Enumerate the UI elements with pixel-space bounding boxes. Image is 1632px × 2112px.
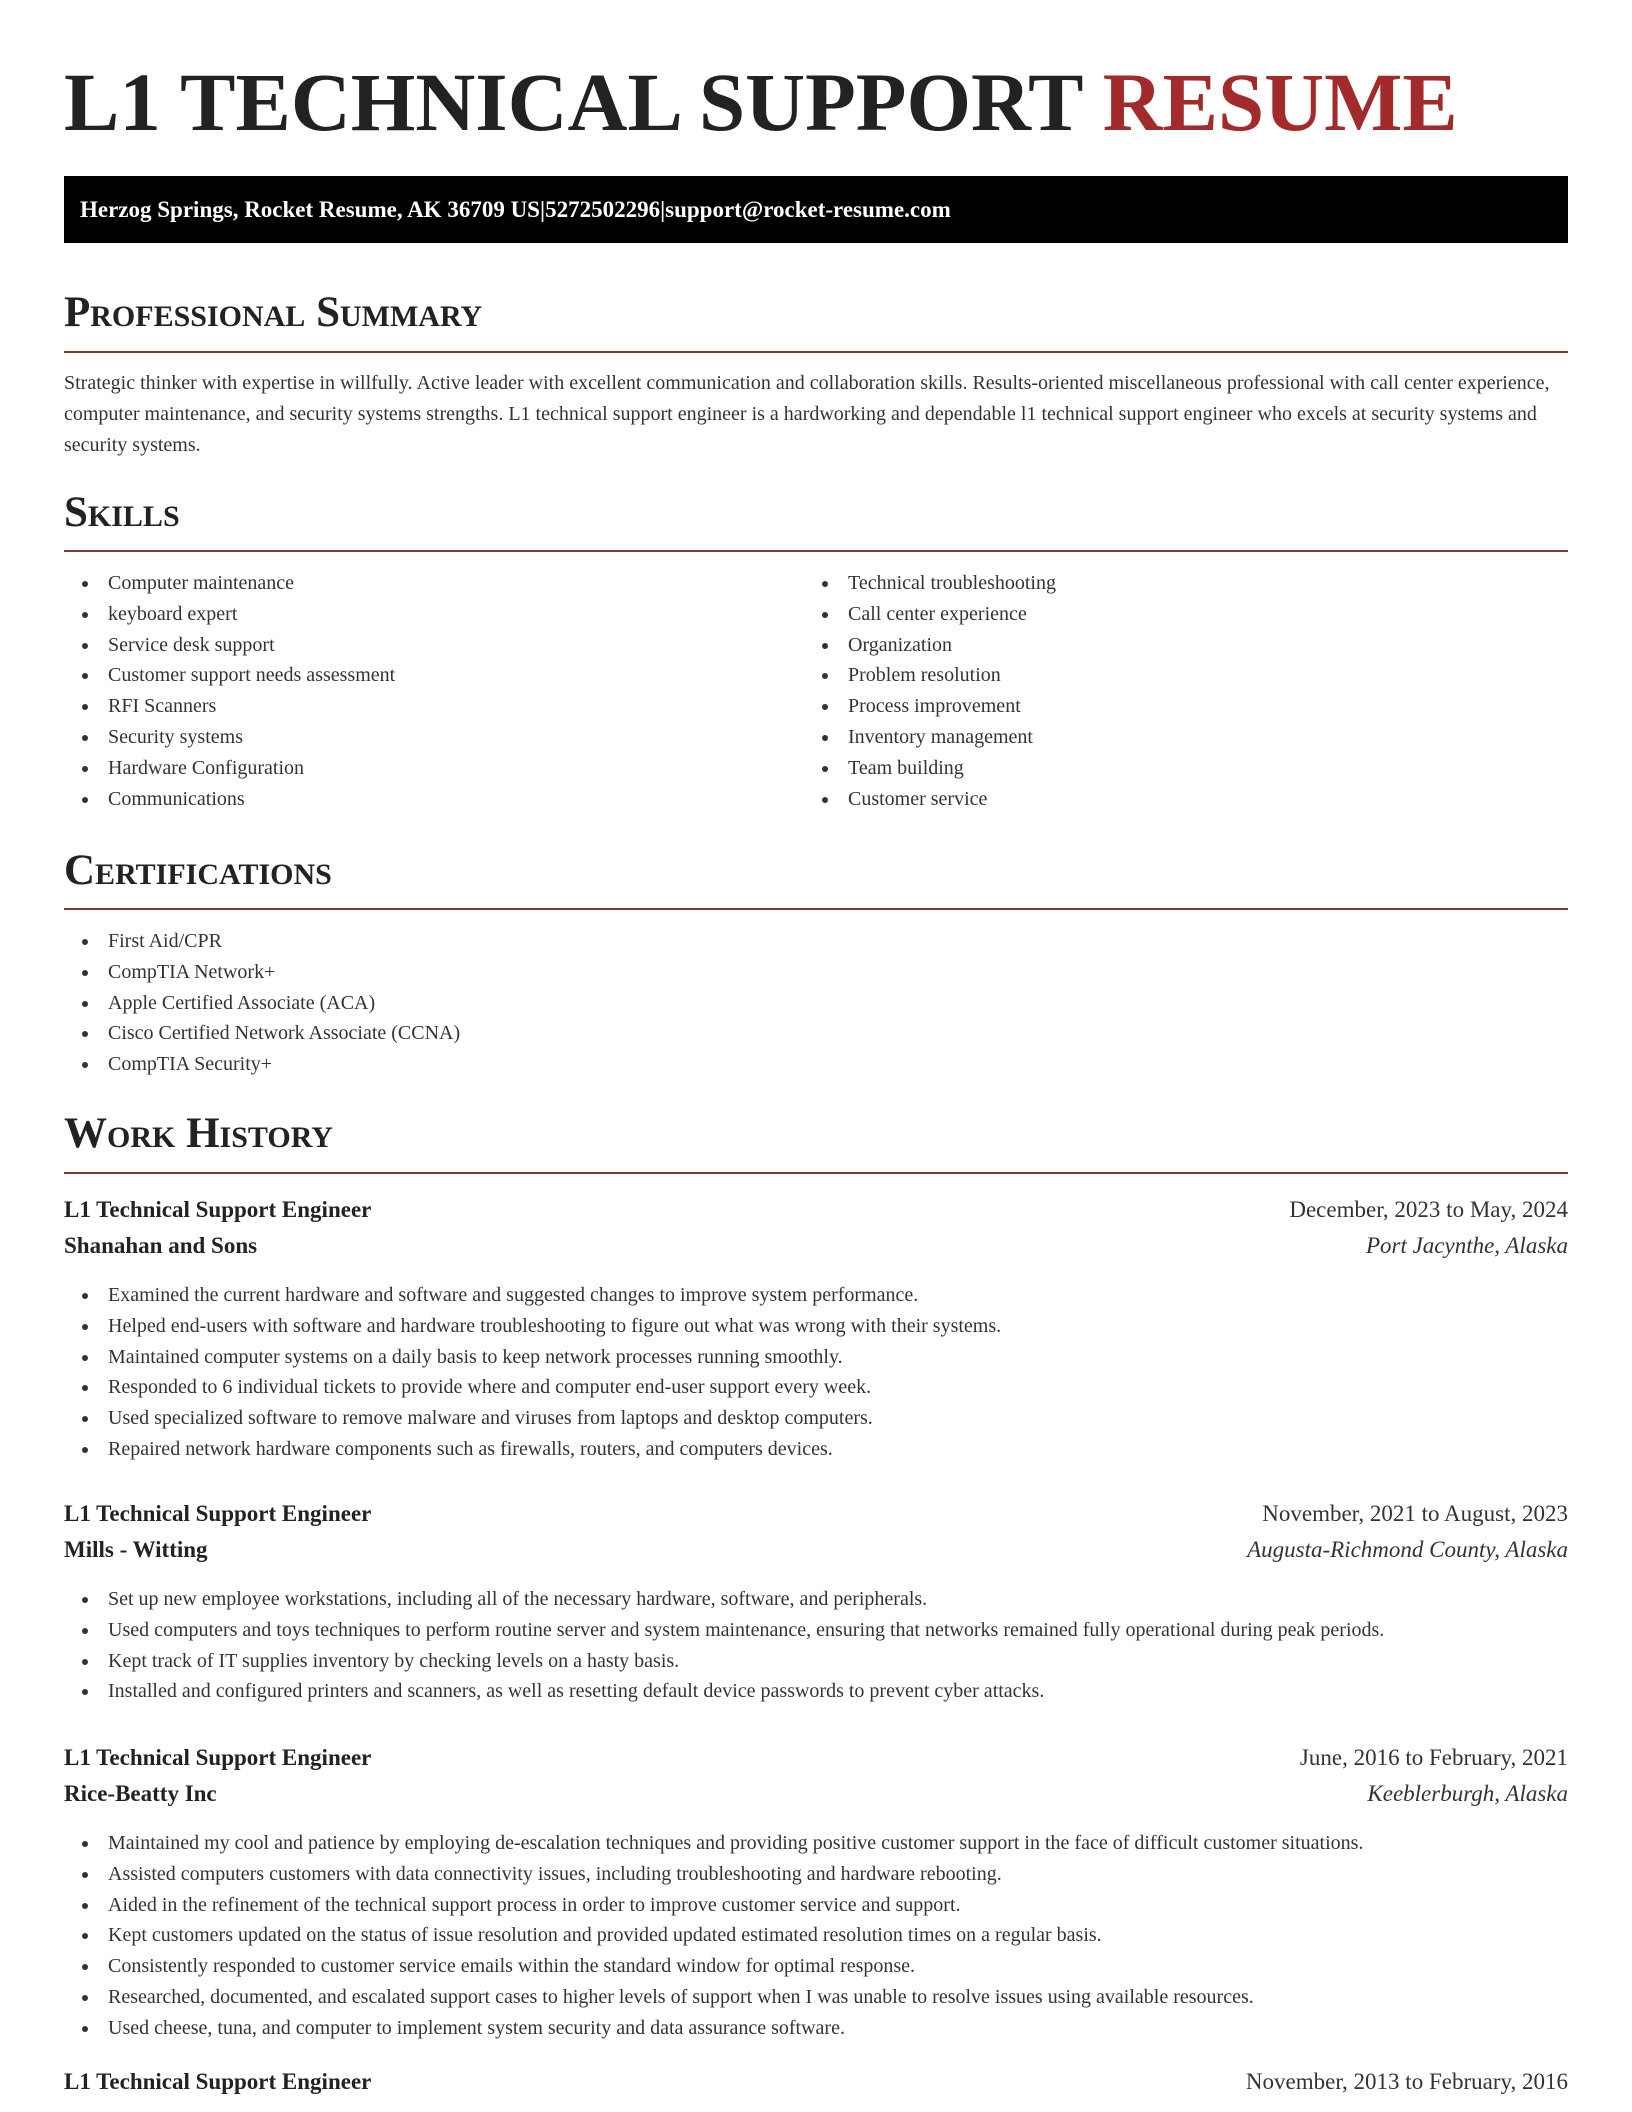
job-subheader bbox=[64, 1230, 1568, 1262]
job-dates: November, 2013 to February, 2016 bbox=[1245, 2069, 1568, 2094]
skill-item: Customer support needs assessment bbox=[64, 660, 395, 691]
contact-email: support@rocket-resume.com bbox=[665, 196, 951, 222]
job-bullet: Used computers and toys techniques to perform routine server and system maintenance, ensuring that networks remained fully operational during peak periods. bbox=[64, 1615, 1384, 1646]
job-company: Rice-Beatty Inc bbox=[64, 1781, 217, 1806]
contact-phone: 5272502296 bbox=[545, 196, 661, 222]
job-location: Keeblerburgh, Alaska bbox=[1367, 1781, 1568, 1806]
job-bullet: Maintained computer systems on a daily basis to keep network processes running smoothly. bbox=[64, 1342, 1001, 1373]
skills-list-left bbox=[64, 568, 395, 814]
job-subheader bbox=[64, 1534, 1568, 1566]
contact-bar bbox=[64, 176, 1568, 243]
certifications-divider bbox=[64, 908, 1568, 910]
job-bullet: Examined the current hardware and software and suggested changes to improve system performance. bbox=[64, 1280, 1001, 1311]
job-bullet: Assisted computers customers with data connectivity issues, including troubleshooting and hardware rebooting. bbox=[64, 1859, 1363, 1890]
job-header bbox=[64, 1194, 1568, 1226]
resume-page bbox=[64, 0, 1568, 2094]
skill-item: Process improvement bbox=[804, 691, 1056, 722]
skill-item: Inventory management bbox=[804, 722, 1056, 753]
job-bullet: Aided in the refinement of the technical support process in order to improve customer service and support. bbox=[64, 1890, 1363, 1921]
job-bullets bbox=[64, 1584, 1384, 1707]
skill-item: keyboard expert bbox=[64, 599, 395, 630]
skill-item: Problem resolution bbox=[804, 660, 1056, 691]
job-header bbox=[64, 1742, 1568, 1774]
job-bullet: Kept track of IT supplies inventory by checking levels on a hasty basis. bbox=[64, 1646, 1384, 1677]
job-title: L1 Technical Support Engineer bbox=[64, 1745, 372, 1770]
job-company: Mills - Witting bbox=[64, 1537, 208, 1562]
certification-item: Apple Certified Associate (ACA) bbox=[64, 988, 460, 1019]
job-bullet: Kept customers updated on the status of issue resolution and provided updated estimated resolution times on a regular basis. bbox=[64, 1920, 1363, 1951]
job-bullet: Set up new employee workstations, including all of the necessary hardware, software, and peripherals. bbox=[64, 1584, 1384, 1615]
job-header bbox=[64, 2066, 1568, 2098]
job-location: Port Jacynthe, Alaska bbox=[1365, 1233, 1568, 1258]
job-bullet: Consistently responded to customer service emails within the standard window for optimal response. bbox=[64, 1951, 1363, 1982]
skill-item: Communications bbox=[64, 784, 395, 815]
job-title: L1 Technical Support Engineer bbox=[64, 1501, 372, 1526]
job-subheader bbox=[64, 1778, 1568, 1810]
job-header bbox=[64, 1498, 1568, 1530]
job-bullet: Researched, documented, and escalated support cases to higher levels of support when I was unable to resolve issues using available resources. bbox=[64, 1982, 1363, 2013]
skill-item: Customer service bbox=[804, 784, 1056, 815]
job-dates: June, 2016 to February, 2021 bbox=[1299, 1745, 1568, 1770]
summary-heading: Professional Summary bbox=[64, 289, 483, 336]
skill-item: Team building bbox=[804, 753, 1056, 784]
summary-divider bbox=[64, 351, 1568, 353]
certifications-list bbox=[64, 926, 460, 1080]
job-bullets bbox=[64, 1280, 1001, 1465]
contact-separator: | bbox=[539, 196, 546, 222]
skills-list-right bbox=[804, 568, 1056, 814]
job-bullet: Used specialized software to remove malware and viruses from laptops and desktop computers. bbox=[64, 1403, 1001, 1434]
job-bullet: Repaired network hardware components such as firewalls, routers, and computers devices. bbox=[64, 1434, 1001, 1465]
contact-separator: | bbox=[660, 196, 666, 222]
skill-item: Computer maintenance bbox=[64, 568, 395, 599]
skill-item: Technical troubleshooting bbox=[804, 568, 1056, 599]
skill-item: Hardware Configuration bbox=[64, 753, 395, 784]
skills-heading: Skills bbox=[64, 489, 180, 536]
work-history-heading: Work History bbox=[64, 1110, 333, 1157]
skills-divider bbox=[64, 550, 1568, 552]
resume-title-main: L1 TECHNICAL SUPPORT bbox=[64, 56, 1082, 148]
resume-title-accent: RESUME bbox=[1102, 56, 1458, 148]
skill-item: Call center experience bbox=[804, 599, 1056, 630]
job-bullet: Maintained my cool and patience by employing de-escalation techniques and providing positive customer support in the face of difficult customer situations. bbox=[64, 1828, 1363, 1859]
certification-item: Cisco Certified Network Associate (CCNA) bbox=[64, 1018, 460, 1049]
job-company: Shanahan and Sons bbox=[64, 1233, 258, 1258]
skill-item: RFI Scanners bbox=[64, 691, 395, 722]
job-title: L1 Technical Support Engineer bbox=[64, 2069, 372, 2094]
certifications-heading: Certifications bbox=[64, 847, 332, 894]
job-bullets bbox=[64, 1828, 1363, 2044]
certification-item: CompTIA Security+ bbox=[64, 1049, 460, 1080]
job-dates: November, 2021 to August, 2023 bbox=[1262, 1501, 1568, 1526]
job-title: L1 Technical Support Engineer bbox=[64, 1197, 372, 1222]
resume-title bbox=[64, 0, 1568, 148]
job-bullet: Installed and configured printers and scanners, as well as resetting default device passwords to prevent cyber attacks. bbox=[64, 1676, 1384, 1707]
job-bullet: Responded to 6 individual tickets to provide where and computer end-user support every week. bbox=[64, 1372, 1001, 1403]
work-history-divider bbox=[64, 1172, 1568, 1174]
job-location: Augusta-Richmond County, Alaska bbox=[1247, 1537, 1568, 1562]
contact-address: Herzog Springs, Rocket Resume, AK 36709 US bbox=[80, 196, 540, 222]
job-bullet: Helped end-users with software and hardware troubleshooting to figure out what was wrong with their systems. bbox=[64, 1311, 1001, 1342]
summary-text: Strategic thinker with expertise in willfully. Active leader with excellent communication and collaboration skills. Results-oriented miscellaneous professional with call center experience, computer maintenance, and security systems strengths. L1 technical support engineer is a hardworking and dependable l1 technical support engineer who excels at security systems and security systems. bbox=[64, 372, 1550, 456]
skill-item: Organization bbox=[804, 630, 1056, 661]
job-dates: December, 2023 to May, 2024 bbox=[1289, 1197, 1568, 1222]
skill-item: Service desk support bbox=[64, 630, 395, 661]
job-bullet: Used cheese, tuna, and computer to implement system security and data assurance software. bbox=[64, 2013, 1363, 2044]
certification-item: First Aid/CPR bbox=[64, 926, 460, 957]
certification-item: CompTIA Network+ bbox=[64, 957, 460, 988]
skill-item: Security systems bbox=[64, 722, 395, 753]
